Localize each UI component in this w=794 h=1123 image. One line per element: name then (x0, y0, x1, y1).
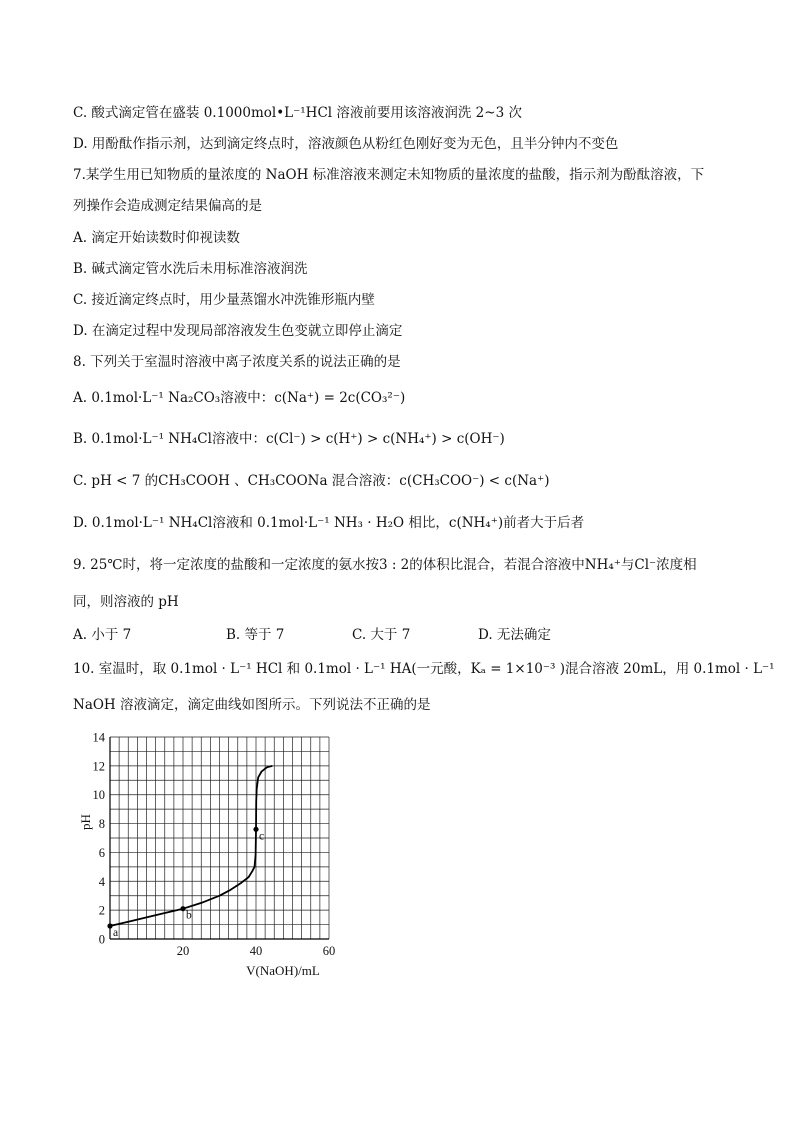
question-7-option-c: C. 接近滴定终点时，用少量蒸馏水冲洗锥形瓶内壁 (73, 292, 375, 308)
y-tick-label: 14 (92, 730, 105, 745)
question-9-option-a: A. 小于 7 (73, 627, 132, 643)
x-tick-label: 60 (322, 944, 336, 958)
y-tick-label: 4 (98, 874, 105, 889)
y-axis-label: pH (78, 814, 93, 830)
chart-ticks (93, 731, 336, 959)
chart-curve (110, 766, 272, 926)
titration-curve (110, 766, 272, 926)
y-tick-label: 2 (98, 903, 105, 918)
option-d-line: D. 用酚酞作指示剂，达到滴定终点时，溶液颜色从粉红色刚好变为无色，且半分钟内不变色 (73, 136, 619, 152)
question-10-line-1: 10. 室温时，取 0.1mol · L⁻¹ HCl 和 0.1mol · L⁻¹ HA(一元酸，Kₐ = 1×10⁻³ )混合溶液 20mL，用 0.1mol · L⁻¹ (73, 661, 775, 677)
question-8-stem: 8. 下列关于室温时溶液中离子浓度关系的说法正确的是 (73, 354, 401, 370)
x-axis-label: V(NaOH)/mL (246, 963, 320, 978)
chart-grid (110, 737, 329, 939)
point-label-c: c (259, 830, 265, 843)
question-9-option-c: C. 大于 7 (352, 627, 411, 643)
x-tick-label: 40 (249, 944, 263, 958)
question-8-option-a: A. 0.1mol·L⁻¹ Na₂CO₃溶液中：c(Na⁺) = 2c(CO₃²⁻) (73, 390, 406, 406)
question-8-option-c: C. pH < 7 的CH₃COOH 、CH₃COONa 混合溶液：c(CH₃COO⁻) < c(Na⁺) (73, 473, 550, 489)
y-tick-label: 12 (92, 759, 105, 774)
question-9-line-2: 同，则溶液的 pH (73, 594, 179, 610)
option-c-line: C. 酸式滴定管在盛装 0.1000mol•L⁻¹HCl 溶液前要用该溶液润洗 2~3 次 (73, 105, 522, 121)
point-c (253, 827, 258, 832)
y-tick-label: 6 (98, 845, 105, 860)
question-10-line-2: NaOH 溶液滴定，滴定曲线如图所示。下列说法不正确的是 (73, 697, 431, 713)
x-tick-label: 20 (176, 944, 190, 958)
y-tick-label: 0 (98, 932, 105, 947)
question-8-option-b: B. 0.1mol·L⁻¹ NH₄Cl溶液中：c(Cl⁻) > c(H⁺) > c(NH₄⁺) > c(OH⁻) (73, 431, 505, 447)
question-9-option-d: D. 无法确定 (478, 627, 551, 643)
question-9-option-b: B. 等于 7 (226, 627, 285, 643)
question-7-option-b: B. 碱式滴定管水洗后未用标准溶液润洗 (73, 261, 308, 277)
y-tick-label: 8 (98, 817, 105, 832)
question-7-line-1: 7.某学生用已知物质的量浓度的 NaOH 标准溶液来测定未知物质的量浓度的盐酸，指示剂为酚酞溶液，下 (73, 167, 705, 183)
point-a (107, 923, 112, 928)
point-label-a: a (113, 927, 119, 940)
y-tick-label: 10 (92, 788, 105, 803)
point-b (180, 906, 185, 911)
question-9-line-1: 9. 25℃时，将一定浓度的盐酸和一定浓度的氨水按3 : 2的体积比混合，若混合溶液中NH₄⁺与Cl⁻浓度相 (73, 557, 697, 573)
question-7-line-2: 列操作会造成测定结果偏高的是 (73, 198, 262, 214)
point-label-b: b (186, 909, 192, 922)
question-7-option-a: A. 滴定开始读数时仰视读数 (73, 230, 240, 246)
question-7-option-d: D. 在滴定过程中发现局部溶液发生色变就立即停止滴定 (73, 323, 403, 339)
question-8-option-d: D. 0.1mol·L⁻¹ NH₄Cl溶液和 0.1mol·L⁻¹ NH₃ · H₂O 相比，c(NH₄⁺)前者大于后者 (73, 515, 585, 531)
